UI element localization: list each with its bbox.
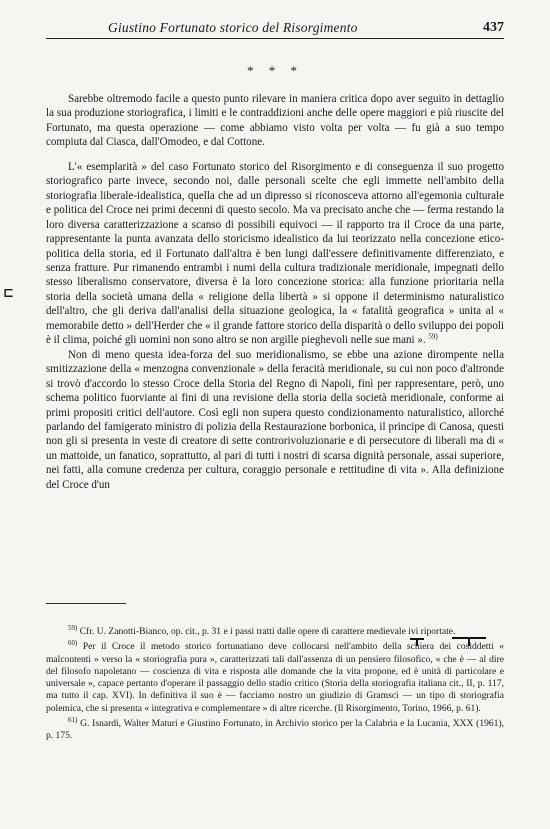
footnote-text: G. Isnardi, Walter Maturi e Giustino Fortunato, in Archivio storico per la Calabria e la Lucania, XXX (1961), p. 175. — [46, 718, 505, 742]
paragraph-3 — [46, 348, 504, 493]
footnotes — [46, 623, 505, 744]
section-separator: * * * — [247, 63, 303, 78]
page-number: 437 — [483, 20, 504, 35]
footnote-60 — [46, 641, 504, 715]
footnote-rule — [46, 603, 126, 604]
footnote-text: Cfr. U. Zanotti-Bianco, op. cit., p. 31 e i passi tratti dalle opere di carattere medievale ivi riportate. — [79, 626, 456, 637]
footnote-num: 60) — [68, 639, 78, 648]
footnote-num: 59) — [68, 623, 78, 632]
paragraph-1: Sarebbe oltremodo facile a questo punto rilevare in maniera critica dopo aver seguito in dettaglio la sua produzione storiografica, i limiti e le contraddizioni anche delle opere maggiori e più riuscite del Fortunato, ma questa operazione — come abbiamo visto volta per volta — fu già a suo tempo compiuta dal Ciasca, dall'Omodeo, e dal Cottone. — [46, 93, 504, 149]
running-header — [46, 20, 504, 38]
footnote-num: 61) — [68, 715, 78, 724]
header-rule — [46, 38, 504, 39]
running-title: Giustino Fortunato storico del Risorgimento — [108, 20, 358, 35]
paragraph-2-text: L'« esemplarità » del caso Fortunato storico del Risorgimento e di conseguenza il suo progetto storiografico parte invece, secondo noi, dalle personali scelte che egli immette nell'ambito della storiografia liberale-idealistica, quella che ad un dipresso si riconosceva attorno all'egemonia culturale e politica del Croce nei primi decenni di questo secolo. Ma va precisato anche che — ferma restando la loro diversa caratterizzazione a scanso di possibili equivoci — il rapporto tra il Croce da una parte, rappresentante la punta avanzata dello storicismo idealistico da lui teorizzato nella concezione etico-politica della storia, ed il Fortunato dall'altra è ben lungi dall'essere definitivamente differenziato, e senza fratture. Pur rimanendo entrambi i numi della cultura tradizionale meridionale, impegnati dello stesso liberalismo conservatore, diversa è la loro concezione storica: alla funzione prioritaria nella storia della società umana della « religione della libertà » si oppone il determinismo naturalistico dell'altro, che gli deriva dall'analisi della situazione geologica, la « fatalità geografica » unita al « memorabile detto » dell'Herder che « il grande fattore storico della disparità o dello sviluppo dei popoli è il clima, poiché gli uomini non sono altro se non argille pieghevoli nelle sue mani ». — [46, 160, 504, 347]
footnote-ref-59[interactable]: 59) — [428, 332, 438, 341]
footnote-59 — [46, 623, 504, 638]
margin-pencil-mark: ⊏ — [3, 285, 14, 300]
paragraph-3-text: Non di meno questa idea-forza del suo meridionalismo, se ebbe una azione dirompente nella smitizzazione della « menzogna convenzionale » della feracità meridionale, su cui non poco d'altronde si trovò d'accordo lo stesso Croce della Storia del Regno di Napoli, finì per rappresentare, però, uno schema politico fuorviante ai fini di una revisione della storia della società meridionale, conforme ai primi propositi critici dell'autore. Così egli non supera questo condizionamento naturalistico, allorché parlando del famigerato ministro di polizia della Restaurazione borbonica, il principe di Canosa, questi non gli si presenta in veste di creatore di sette controrivoluzionarie e di persecutore di liberali ma di « un mattoide, un fanatico, soprattutto, al pari di tutti i nostri di scarsa dignità personale, assai superiore, nei fatti, alla comune credenza per cultura, coraggio personale e rettitudine di vita ». Alla definizione del Croce d'un — [46, 348, 504, 491]
body-text — [46, 92, 504, 492]
footnote-text: Per il Croce il metodo storico fortunatiano deve collocarsi nell'ambito della schiera dei cosiddetti « malcontenti » verso la « storiografia pura », caratterizzati tali dall'assenza di un pensiero filosofico, « che è — al dire del filosofo napoletano — coscienza di vita e risposta alle domande che la vita propone, ed è unità di particolare e universale », capace pertanto d'operare il passaggio dello stadio critico (Storia della storiografia italiana cit., II, p. 117, ma tutto il cap. XVI). In definitiva il suo è — facciamo nostro un giudizio di Gramsci — un tipo di storiografia polemica, che si presenta « integrativa e complementare » di altre ricerche. (Il Risorgimento, Torino, 1966, p. 61). — [46, 641, 504, 714]
footnote-61 — [46, 715, 505, 743]
paragraph-2 — [46, 160, 504, 348]
